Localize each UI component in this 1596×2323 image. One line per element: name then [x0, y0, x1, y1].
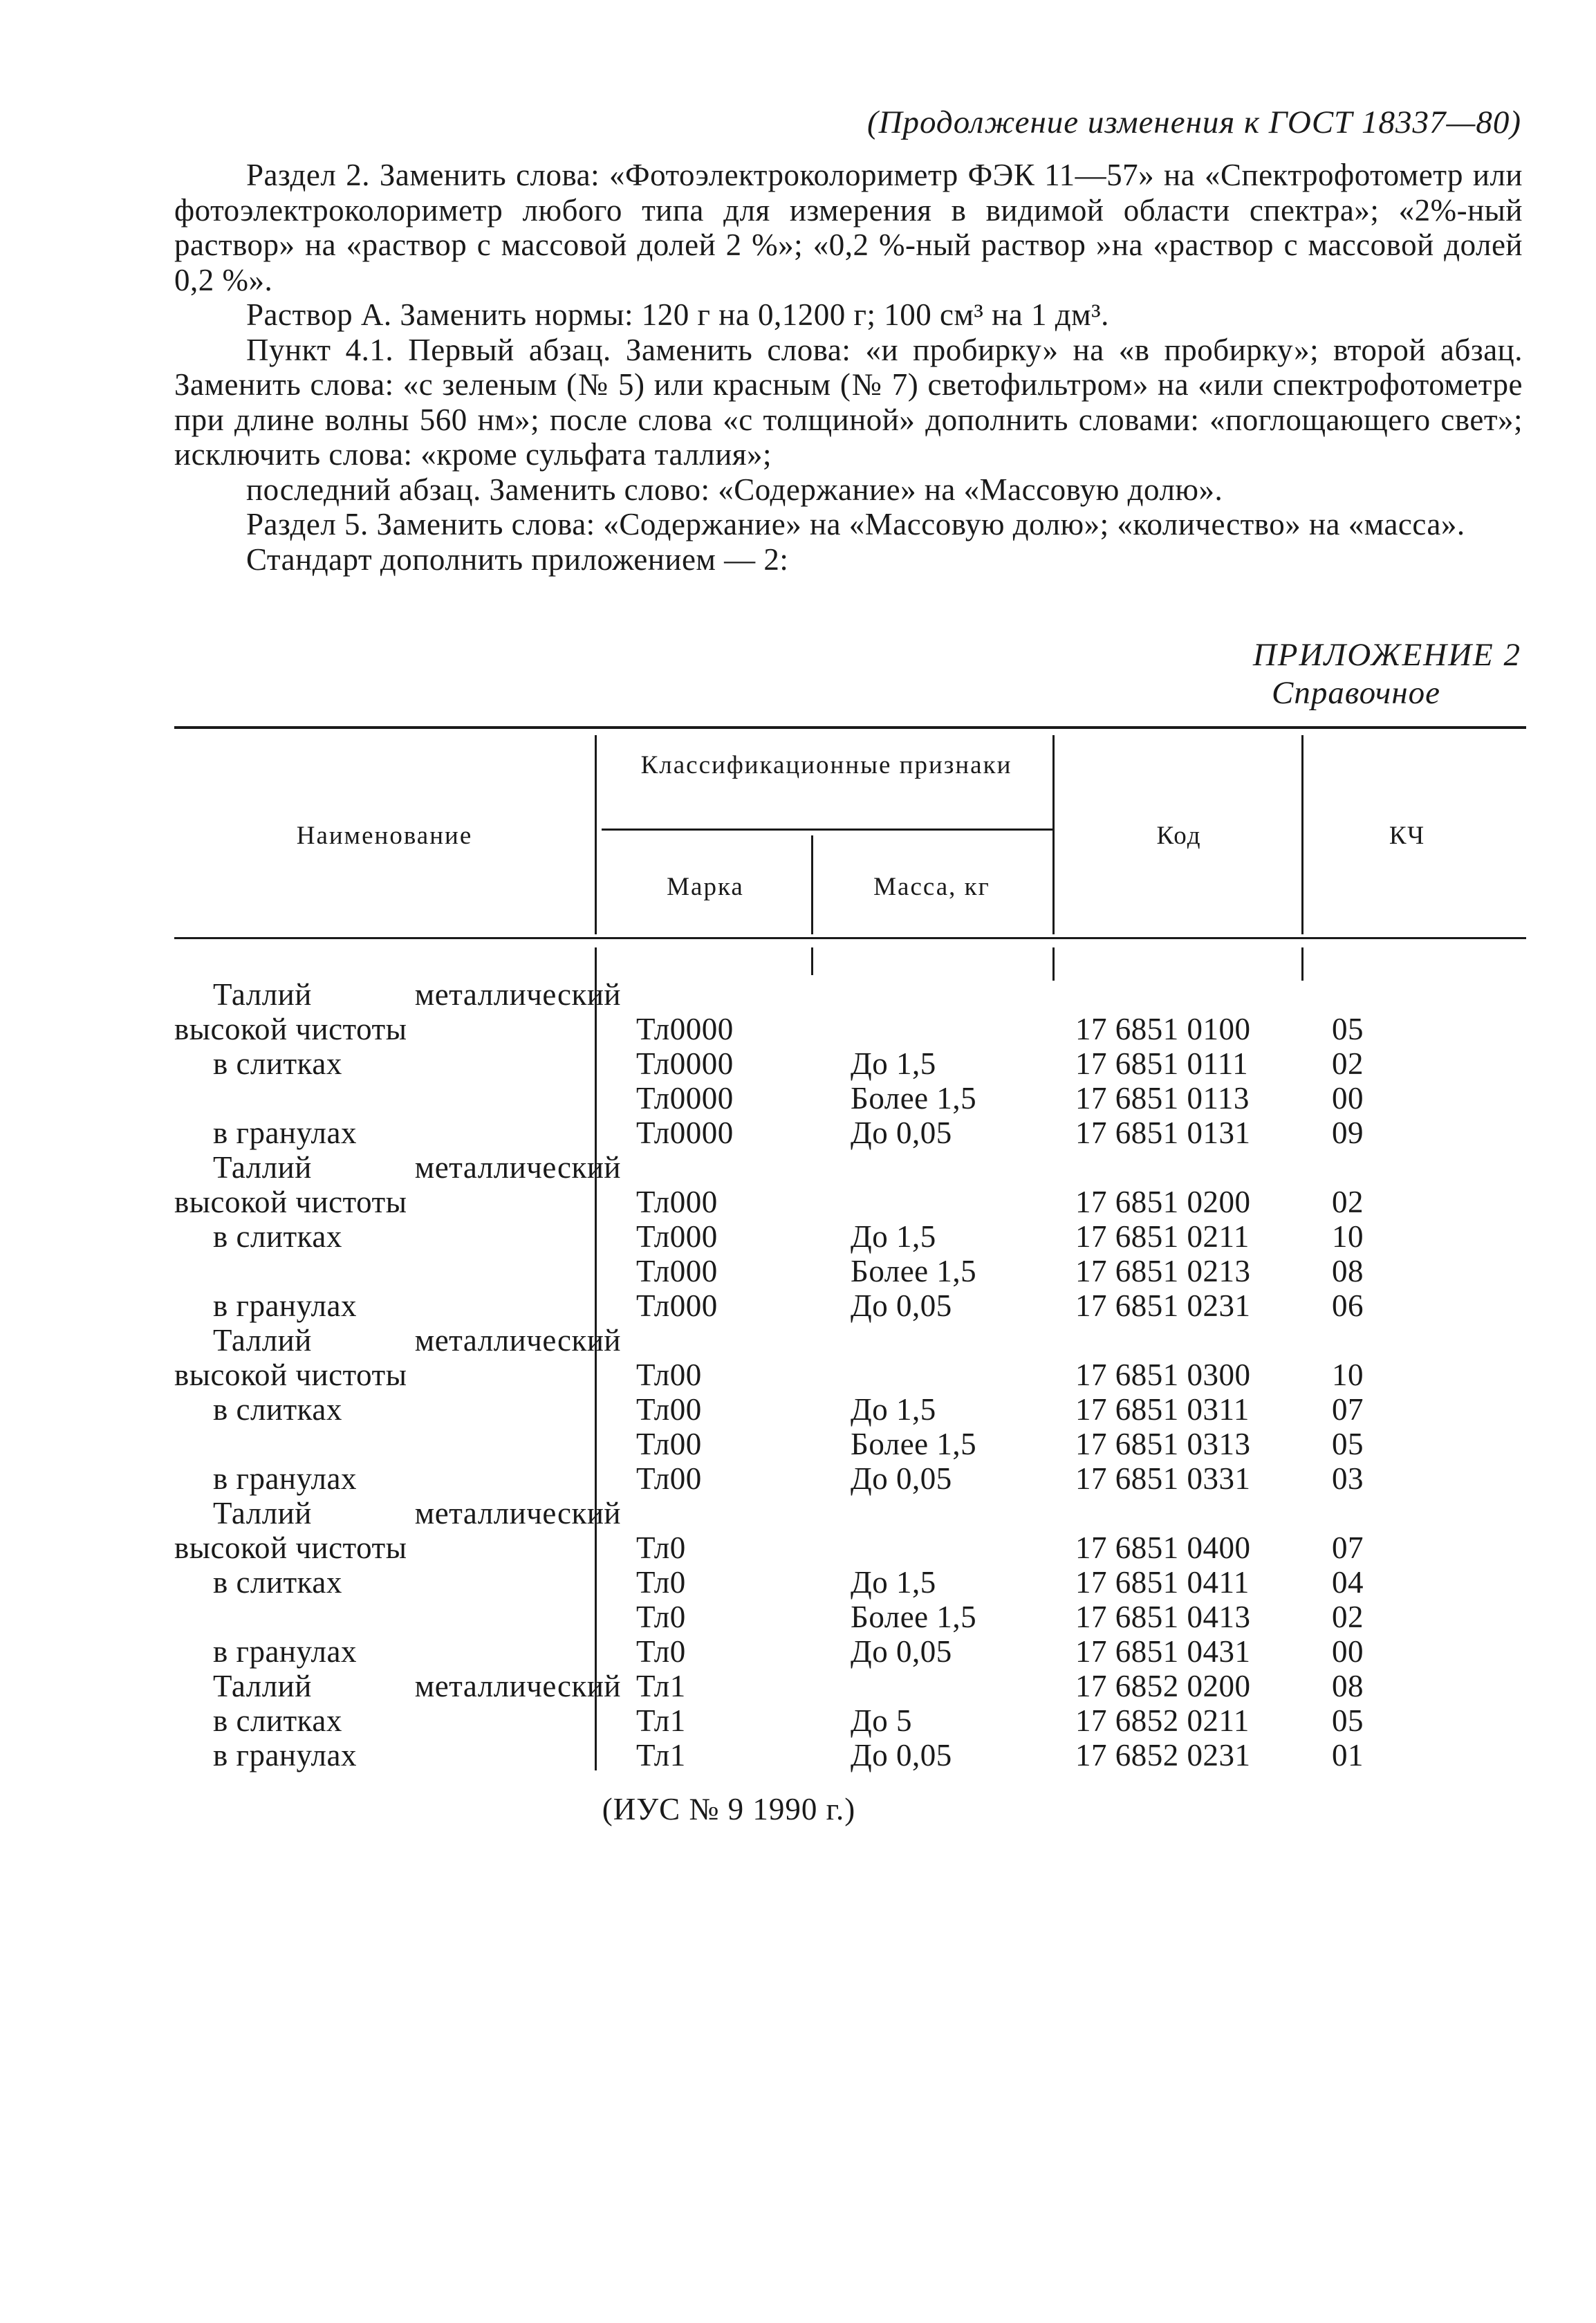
- table-divider-marka: [811, 835, 813, 934]
- paragraph-solution-a: Раствор А. Заменить нормы: 120 г на 0,1200 г; 100 см³ на 1 дм³.: [246, 297, 1109, 332]
- cell-kch: 09: [1332, 1116, 1364, 1150]
- cell-mass: До 0,05: [851, 1738, 952, 1773]
- cell-code: 17 6851 0113: [1075, 1081, 1250, 1116]
- cell-marka: Тл000: [636, 1219, 718, 1254]
- cell-code: 17 6851 0100: [1075, 1012, 1251, 1046]
- cell-mass: До 0,05: [851, 1634, 952, 1669]
- cell-kch: 10: [1332, 1219, 1364, 1254]
- table-row: [174, 1254, 1523, 1288]
- cell-name-word: металлический: [414, 1669, 621, 1703]
- cell-name: высокой чистоты: [174, 1530, 407, 1565]
- cell-marka: Тл0000: [636, 1081, 734, 1116]
- cell-name: в гранулах: [213, 1461, 357, 1496]
- cell-name: в слитках: [213, 1703, 342, 1738]
- cell-mass: Более 1,5: [851, 1427, 977, 1461]
- cell-name-word: Таллий: [213, 1150, 312, 1185]
- cell-kch: 00: [1332, 1634, 1364, 1669]
- paragraph-appendix-note: Стандарт дополнить приложением — 2:: [246, 542, 789, 577]
- cell-name: [213, 977, 621, 1012]
- table-subheader-rule: [602, 829, 1055, 831]
- cell-marka: Тл0: [636, 1530, 686, 1565]
- appendix-title: ПРИЛОЖЕНИЕ 2: [1252, 637, 1521, 673]
- table-body: [174, 977, 1523, 1773]
- table-row: [174, 1496, 1523, 1530]
- table-divider-classification: [1052, 735, 1055, 934]
- cell-name-word: металлический: [414, 977, 621, 1012]
- cell-code: 17 6851 0200: [1075, 1185, 1251, 1219]
- cell-name: высокой чистоты: [174, 1012, 407, 1046]
- cell-name: в гранулах: [213, 1634, 357, 1669]
- table-row: [174, 1530, 1523, 1565]
- cell-mass: Более 1,5: [851, 1254, 977, 1288]
- header-kch: КЧ: [1389, 822, 1426, 850]
- cell-kch: 02: [1332, 1185, 1364, 1219]
- header-mass: Масса, кг: [873, 873, 990, 901]
- cell-mass: Более 1,5: [851, 1600, 977, 1634]
- table-row: [174, 1565, 1523, 1600]
- cell-kch: 03: [1332, 1461, 1364, 1496]
- cell-mass: До 1,5: [851, 1219, 936, 1254]
- cell-name: в слитках: [213, 1219, 342, 1254]
- cell-marka: Тл000: [636, 1254, 718, 1288]
- table-divider-marka-body: [811, 947, 813, 975]
- cell-kch: 01: [1332, 1738, 1364, 1773]
- cell-code: 17 6851 0431: [1075, 1634, 1251, 1669]
- cell-name-word: металлический: [414, 1496, 621, 1530]
- cell-code: 17 6851 0411: [1075, 1565, 1250, 1600]
- header-code: Код: [1156, 822, 1202, 850]
- cell-code: 17 6852 0231: [1075, 1738, 1251, 1773]
- table-row: [174, 1392, 1523, 1427]
- cell-name-word: Таллий: [213, 1323, 312, 1358]
- table-row: [174, 1081, 1523, 1116]
- cell-code: 17 6851 0111: [1075, 1046, 1249, 1081]
- cell-marka: Тл0000: [636, 1012, 734, 1046]
- table-row: [174, 977, 1523, 1012]
- cell-name-word: Таллий: [213, 977, 312, 1012]
- header-name: Наименование: [296, 822, 473, 850]
- cell-kch: 10: [1332, 1358, 1364, 1392]
- paragraph-section-5: Раздел 5. Заменить слова: «Содержание» на «Массовую долю»; «количество» на «масса».: [246, 507, 1465, 542]
- table-row: [174, 1219, 1523, 1254]
- cell-name: в гранулах: [213, 1116, 357, 1150]
- cell-code: 17 6852 0211: [1075, 1703, 1250, 1738]
- cell-kch: 07: [1332, 1530, 1364, 1565]
- cell-marka: Тл00: [636, 1358, 702, 1392]
- cell-kch: 05: [1332, 1012, 1364, 1046]
- cell-marka: Тл00: [636, 1392, 702, 1427]
- table-row: [174, 1012, 1523, 1046]
- cell-code: 17 6852 0200: [1075, 1669, 1251, 1703]
- cell-code: 17 6851 0300: [1075, 1358, 1251, 1392]
- cell-marka: Тл0000: [636, 1116, 734, 1150]
- cell-name: [213, 1496, 621, 1530]
- cell-kch: 02: [1332, 1600, 1364, 1634]
- cell-code: 17 6851 0211: [1075, 1219, 1250, 1254]
- cell-kch: 04: [1332, 1565, 1364, 1600]
- table-divider-name: [595, 735, 597, 934]
- cell-mass: До 1,5: [851, 1046, 936, 1081]
- cell-mass: До 1,5: [851, 1565, 936, 1600]
- cell-marka: Тл000: [636, 1288, 718, 1323]
- cell-marka: Тл1: [636, 1703, 686, 1738]
- cell-marka: Тл000: [636, 1185, 718, 1219]
- cell-name: [213, 1150, 621, 1185]
- table-row: [174, 1150, 1523, 1185]
- cell-marka: Тл0: [636, 1600, 686, 1634]
- cell-marka: Тл0000: [636, 1046, 734, 1081]
- cell-kch: 00: [1332, 1081, 1364, 1116]
- cell-name: высокой чистоты: [174, 1358, 407, 1392]
- cell-name-word: Таллий: [213, 1669, 312, 1703]
- table-row: [174, 1116, 1523, 1150]
- cell-name: в слитках: [213, 1392, 342, 1427]
- cell-mass: До 5: [851, 1703, 912, 1738]
- cell-name-word: Таллий: [213, 1496, 312, 1530]
- table-row: [174, 1185, 1523, 1219]
- table-top-rule: [174, 726, 1526, 729]
- cell-code: 17 6851 0331: [1075, 1461, 1251, 1496]
- cell-marka: Тл00: [636, 1427, 702, 1461]
- table-row: [174, 1323, 1523, 1358]
- amendment-text: [174, 158, 1523, 577]
- cell-code: 17 6851 0231: [1075, 1288, 1251, 1323]
- cell-kch: 06: [1332, 1288, 1364, 1323]
- cell-code: 17 6851 0131: [1075, 1116, 1251, 1150]
- table-divider-classification-body: [1052, 947, 1055, 981]
- cell-name: в слитках: [213, 1046, 342, 1081]
- table-row: [174, 1427, 1523, 1461]
- cell-code: 17 6851 0400: [1075, 1530, 1251, 1565]
- cell-marka: Тл0: [636, 1565, 686, 1600]
- cell-name: [213, 1669, 621, 1703]
- cell-marka: Тл1: [636, 1669, 686, 1703]
- cell-code: 17 6851 0413: [1075, 1600, 1251, 1634]
- cell-mass: Более 1,5: [851, 1081, 977, 1116]
- table-row: [174, 1703, 1523, 1738]
- cell-name: в гранулах: [213, 1288, 357, 1323]
- footer-source-text: (ИУС № 9 1990 г.): [602, 1792, 856, 1826]
- cell-kch: 02: [1332, 1046, 1364, 1081]
- paragraph-item-4-1: Пункт 4.1. Первый абзац. Заменить слова: «и пробирку» на «в пробирку»; второй абзац. Заменить слова: «с зеленым (№ 5) или красным (№ 7) светофильтром» на «или спектрофотометре при длине волны 560 нм»; после слова «с толщиной» дополнить словами: «поглощающего свет»; исключить слова: «кроме сульфата таллия»;: [174, 332, 1523, 472]
- header-classification: Классификационные признаки: [640, 751, 1012, 779]
- paragraph-section-2: Раздел 2. Заменить слова: «Фотоэлектроколориметр ФЭК 11—57» на «Спектрофотометр или фотоэлектроколориметр любого типа для измерения в видимой области спектра»; «2%-ный раствор» на «раствор с массовой долей 2 %»; «0,2 %-ный раствор »на «раствор с массовой долей 0,2 %».: [174, 158, 1523, 297]
- cell-code: 17 6851 0311: [1075, 1392, 1250, 1427]
- cell-code: 17 6851 0213: [1075, 1254, 1251, 1288]
- cell-mass: До 1,5: [851, 1392, 936, 1427]
- table-divider-code: [1301, 735, 1303, 934]
- table-row: [174, 1634, 1523, 1669]
- cell-name-word: металлический: [414, 1323, 621, 1358]
- cell-kch: 05: [1332, 1427, 1364, 1461]
- header-marka: Марка: [667, 873, 744, 901]
- table-row: [174, 1461, 1523, 1496]
- table-row: [174, 1358, 1523, 1392]
- cell-marka: Тл1: [636, 1738, 686, 1773]
- table-row: [174, 1288, 1523, 1323]
- table-row: [174, 1738, 1523, 1773]
- table-header-bottom-rule: [174, 937, 1526, 939]
- cell-kch: 07: [1332, 1392, 1364, 1427]
- table-row: [174, 1600, 1523, 1634]
- cell-name: [213, 1323, 621, 1358]
- cell-name: в гранулах: [213, 1738, 357, 1773]
- cell-name: высокой чистоты: [174, 1185, 407, 1219]
- paragraph-last-abstract: последний абзац. Заменить слово: «Содержание» на «Массовую долю».: [246, 472, 1223, 507]
- cell-code: 17 6851 0313: [1075, 1427, 1251, 1461]
- cell-kch: 05: [1332, 1703, 1364, 1738]
- footer-source: [0, 1791, 1596, 1827]
- cell-mass: До 0,05: [851, 1288, 952, 1323]
- cell-marka: Тл0: [636, 1634, 686, 1669]
- table-row: [174, 1669, 1523, 1703]
- appendix-subtitle: Справочное: [1271, 675, 1440, 711]
- cell-marka: Тл00: [636, 1461, 702, 1496]
- cell-name-word: металлический: [414, 1150, 621, 1185]
- table-row: [174, 1046, 1523, 1081]
- table-divider-code-body: [1301, 947, 1303, 981]
- cell-name: в слитках: [213, 1565, 342, 1600]
- cell-mass: До 0,05: [851, 1116, 952, 1150]
- cell-mass: До 0,05: [851, 1461, 952, 1496]
- page-header-continuation: (Продолжение изменения к ГОСТ 18337—80): [866, 104, 1521, 140]
- cell-kch: 08: [1332, 1254, 1364, 1288]
- cell-kch: 08: [1332, 1669, 1364, 1703]
